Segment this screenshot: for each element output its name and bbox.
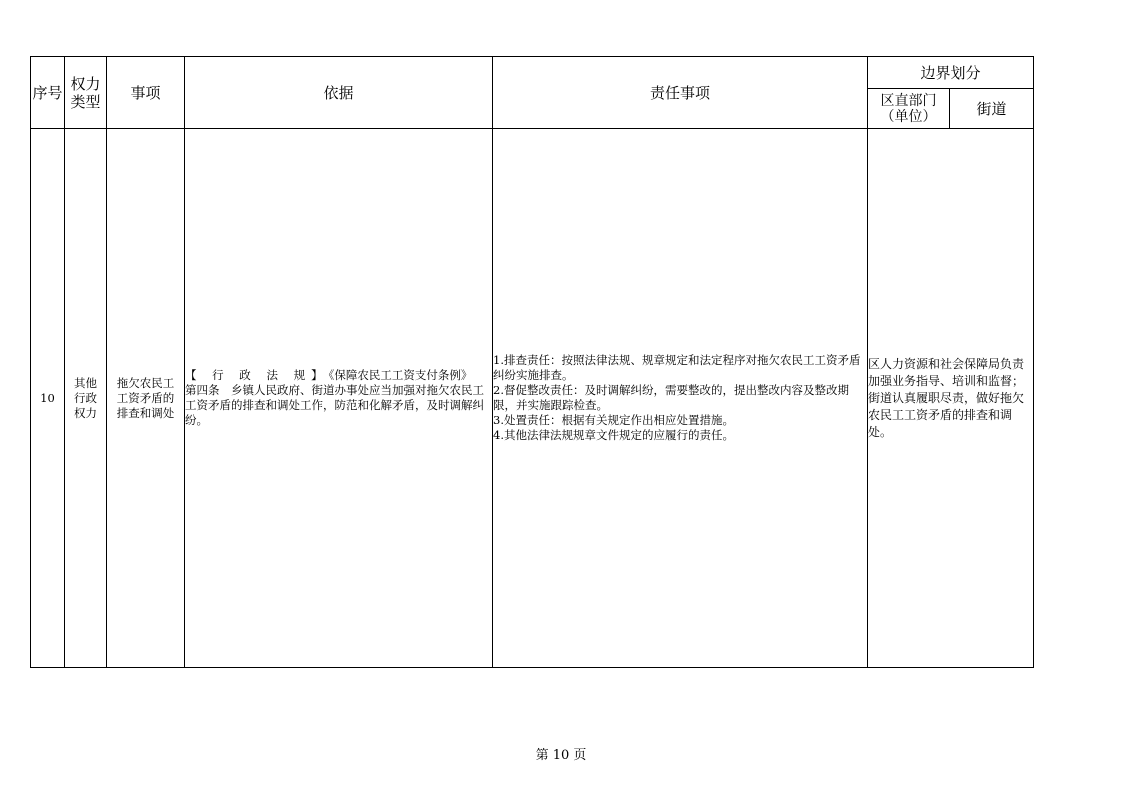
page-number: 第 10 页 (535, 748, 587, 763)
header-responsibility: 责任事项 (493, 57, 868, 129)
responsibility-item: 2.督促整改责任：及时调解纠纷，需要整改的，提出整改内容及整改期限，并实施跟踪检查。 (493, 383, 849, 412)
header-street: 街道 (950, 89, 1034, 129)
responsibility-item: 4.其他法律法规规章文件规定的应履行的责任。 (493, 428, 734, 442)
row-boundary: 区人力资源和社会保障局负责加强业务指导、培训和监督；街道认真履职尽责，做好拖欠农民工工资矛盾的排查和调处。 (868, 129, 1034, 668)
row-responsibility (493, 129, 868, 668)
responsibility-item: 1.排查责任：按照法律法规、规章规定和法定程序对拖欠农民工工资矛盾纠纷实施排查。 (493, 353, 861, 382)
header-seq: 序号 (31, 57, 65, 129)
header-item: 事项 (107, 57, 185, 129)
row-power-type: 其他 行政 权力 (65, 129, 107, 668)
row-item: 拖欠农民工 工资矛盾的 排查和调处 (107, 129, 185, 668)
header-basis: 依据 (185, 57, 493, 129)
basis-tag: 【 行 政 法 规】 (185, 368, 329, 382)
basis-text: 第四条 乡镇人民政府、街道办事处应当加强对拖欠农民工工资矛盾的排查和调处工作，防范和化解矛盾，及时调解纠纷。 (185, 383, 484, 427)
responsibility-item: 3.处置责任：根据有关规定作出相应处置措施。 (493, 413, 734, 427)
basis-source: 《保障农民工工资支付条例》 (328, 368, 473, 382)
table-row (31, 129, 1034, 668)
header-district-dept: 区直部门 （单位） (868, 89, 950, 129)
header-power-type: 权力 类型 (65, 57, 107, 129)
row-seq: 10 (31, 129, 65, 668)
header-boundary: 边界划分 (868, 57, 1034, 89)
power-list-table (30, 56, 1034, 668)
row-basis (185, 129, 493, 668)
